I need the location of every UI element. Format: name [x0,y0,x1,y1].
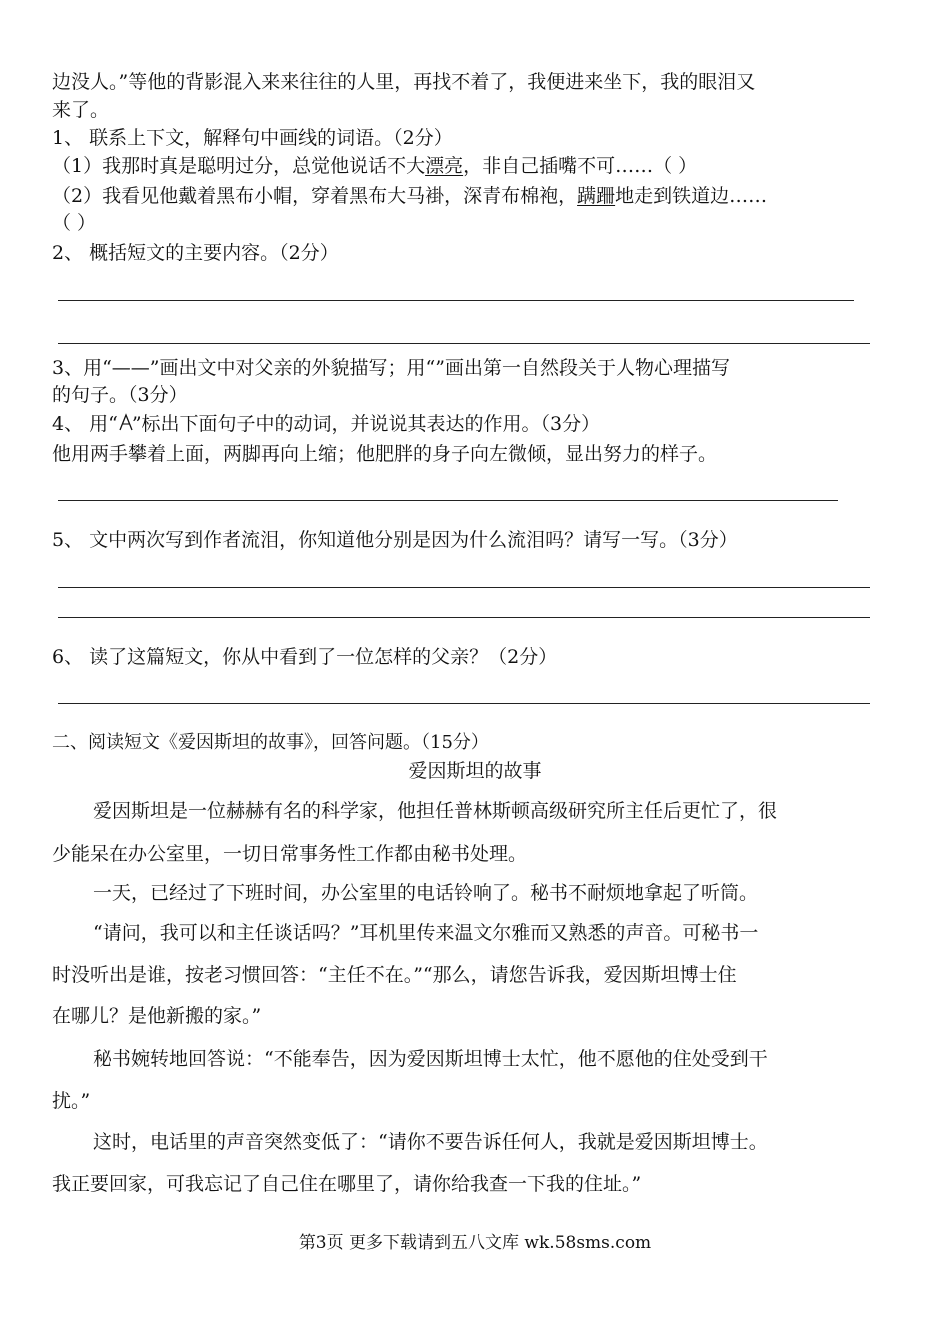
answer-line[interactable] [58,500,838,501]
story-line: 秘书婉转地回答说：“不能奉告，因为爱因斯坦博士太忙，他不愿他的住处受到干 [93,1048,768,1070]
story-line: 扰。” [52,1090,91,1112]
answer-line[interactable] [58,587,870,588]
story-line: 少能呆在办公室里，一切日常事务性工作都由秘书处理。 [52,843,528,865]
question-5-label: 5、 文中两次写到作者流泪，你知道他分别是因为什么流泪吗？请写一写。（3分） [52,529,738,551]
answer-line[interactable] [58,343,870,344]
underlined-word: 蹒跚 [577,185,616,207]
sentence-text: 地走到铁道边…… [615,185,768,207]
answer-parenthesis[interactable]: （ ） [52,212,97,234]
story-line: “请问，我可以和主任谈话吗？”耳机里传来温文尔雅而又熟悉的声音。可秘书一 [93,922,759,944]
question-3-line: 的句子。（3分） [52,384,188,406]
label-text: ”标出下面句子中的动词，并说说其表达的作用。（3分） [131,413,601,435]
question-3-line: 3、用“——”画出文中对父亲的外貌描写；用“”画出第一自然段关于人物心理描写 [52,357,730,379]
sentence-text: （1）我那时真是聪明过分，总觉他说话不大 [52,155,426,177]
question-4-sentence: 他用两手攀着上面，两脚再向上缩；他肥胖的身子向左微倾，显出努力的样子。 [52,443,718,465]
underlined-word: 漂亮 [425,155,464,177]
question-4-label [52,411,600,437]
question-1-sentence-1 [52,153,697,179]
story-line: 我正要回家，可我忘记了自己住在哪里了，请你给我查一下我的住址。” [52,1173,642,1195]
question-1-label: 1、 联系上下文，解释句中画线的词语。（2分） [52,127,453,149]
section-2-header: 二、阅读短文《爱因斯坦的故事》，回答问题。（15分） [52,732,489,753]
sentence-text: ，非自己插嘴不可……（ ） [463,155,698,177]
sentence-text: （2）我看见他戴着黑布小帽，穿着黑布大马褂，深青布棉袍， [52,185,578,207]
answer-line[interactable] [58,703,870,704]
question-1-sentence-2 [52,183,767,209]
label-text: 4、 用“ [52,413,118,435]
story-title: 爱因斯坦的故事 [408,760,542,782]
page-footer: 第3页 更多下载请到五八文库 wk.58sms.com [298,1233,652,1253]
passage-line: 来了。 [52,99,110,121]
question-2-label: 2、 概括短文的主要内容。（2分） [52,242,339,264]
story-line: 时没听出是谁，按老习惯回答：“主任不在。”“那么，请您告诉我，爱因斯坦博士住 [52,964,737,986]
story-line: 一天，已经过了下班时间，办公室里的电话铃响了。秘书不耐烦地拿起了听筒。 [93,882,759,904]
story-line: 在哪儿？是他新搬的家。” [52,1005,262,1027]
story-line: 这时，电话里的声音突然变低了：“请你不要告诉任何人，我就是爱因斯坦博士。 [93,1131,768,1153]
story-line: 爱因斯坦是一位赫赫有名的科学家，他担任普林斯顿高级研究所主任后更忙了，很 [93,800,778,822]
passage-line: 边没人。”等他的背影混入来来往往的人里，再找不着了，我便进来坐下，我的眼泪又 [52,71,756,93]
question-6-label: 6、 读了这篇短文，你从中看到了一位怎样的父亲？（2分） [52,646,558,668]
answer-line[interactable] [58,300,854,301]
answer-line[interactable] [58,617,870,618]
